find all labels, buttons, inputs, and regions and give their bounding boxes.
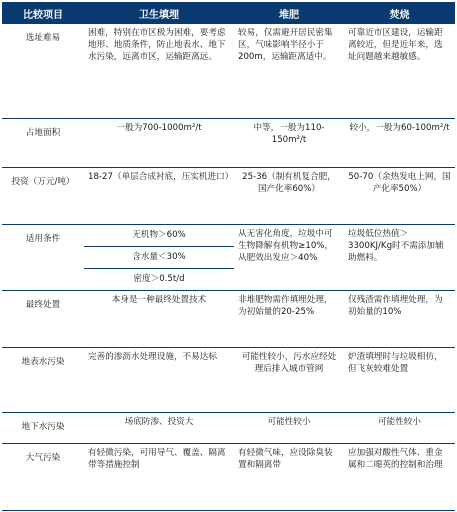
row-label: 大气污染 bbox=[2, 444, 84, 511]
compost-cell: 较易，仅需避开居民密集区，气味影响半径小于200m，运输距离适中。 bbox=[234, 24, 344, 119]
header-item: 比较项目 bbox=[2, 2, 84, 24]
header-row bbox=[2, 2, 455, 24]
landfill-conditions-cell bbox=[84, 225, 234, 291]
incineration-cell: 炉渣填埋时与垃圾相仿，但飞灰较难处置 bbox=[344, 348, 455, 413]
header-landfill: 卫生填埋 bbox=[84, 2, 234, 24]
row-label: 最终处置 bbox=[2, 291, 84, 348]
incineration-cell: 可靠近市区建设，运输距离较近，但是近年来，选址问题越来越敏感。 bbox=[344, 24, 455, 119]
table-row bbox=[2, 24, 455, 119]
table-row bbox=[2, 291, 455, 348]
incineration-cell: 应加强对酸性气体、重金属和二噁英的控制和治理 bbox=[344, 444, 455, 511]
landfill-cell: 完善的渗沥水处理设施，不易达标 bbox=[84, 348, 234, 413]
landfill-cell: 场底防渗、投资大 bbox=[84, 413, 234, 444]
landfill-cell: 本身是一种最终处置技术 bbox=[84, 291, 234, 348]
table-row bbox=[2, 444, 455, 511]
landfill-cell: 18-27（单层合成衬底，压实机进口） bbox=[84, 168, 234, 225]
row-label: 选址难易 bbox=[2, 24, 84, 119]
incineration-cell: 垃圾低位热值＞3300KJ/Kg时不需添加辅助燃料。 bbox=[344, 225, 455, 291]
row-label: 地表水污染 bbox=[2, 348, 84, 413]
incineration-cell: 50-70（余热发电上网，国产化率50%） bbox=[344, 168, 455, 225]
incineration-cell: 可能性较小 bbox=[344, 413, 455, 444]
table-row bbox=[2, 168, 455, 225]
table-row bbox=[2, 413, 455, 444]
landfill-cell: 有轻微污染，可用导气、覆盖、隔离带等措施控制 bbox=[84, 444, 234, 511]
row-label: 投资（万元/吨） bbox=[2, 168, 84, 225]
table-row bbox=[2, 348, 455, 413]
header-compost: 堆肥 bbox=[234, 2, 344, 24]
incineration-cell: 仅残渣需作填埋处理，为初始量的10% bbox=[344, 291, 455, 348]
condition-line: 密度＞0.5t/d bbox=[133, 274, 185, 284]
row-label: 占地面积 bbox=[2, 119, 84, 168]
landfill-cell: 困难，特别在市区极为困难，要考虑地形、地质条件，防止地表水、地下水污染，远离市区，运输距离远。 bbox=[84, 24, 234, 119]
compost-cell: 从无害化角度，垃圾中可生物降解有机物≥10%，从肥效出发应＞40% bbox=[234, 225, 344, 291]
table-row bbox=[2, 225, 455, 291]
row-label: 适用条件 bbox=[2, 225, 84, 291]
compost-cell: 非堆肥物需作填埋处理，为初始量的20-25% bbox=[234, 291, 344, 348]
compost-cell: 可能性较小，污水应经处理后排入城市管网 bbox=[234, 348, 344, 413]
compost-cell: 有轻微气味，应设除臭装置和隔离带 bbox=[234, 444, 344, 511]
comparison-table bbox=[2, 2, 455, 511]
condition-line: 无机物＞60% bbox=[84, 225, 234, 247]
condition-line: 含水量＜30% bbox=[84, 247, 234, 269]
row-label: 地下水污染 bbox=[2, 413, 84, 444]
landfill-cell: 一般为700-1000m²/t bbox=[84, 119, 234, 168]
header-incineration: 焚烧 bbox=[344, 2, 455, 24]
compost-cell: 25-36（制有机复合肥，国产化率60%） bbox=[234, 168, 344, 225]
compost-cell: 中等，一般为110-150m²/t bbox=[234, 119, 344, 168]
compost-cell: 可能性较小 bbox=[234, 413, 344, 444]
incineration-cell: 较小，一般为60-100m²/t bbox=[344, 119, 455, 168]
table-row bbox=[2, 119, 455, 168]
